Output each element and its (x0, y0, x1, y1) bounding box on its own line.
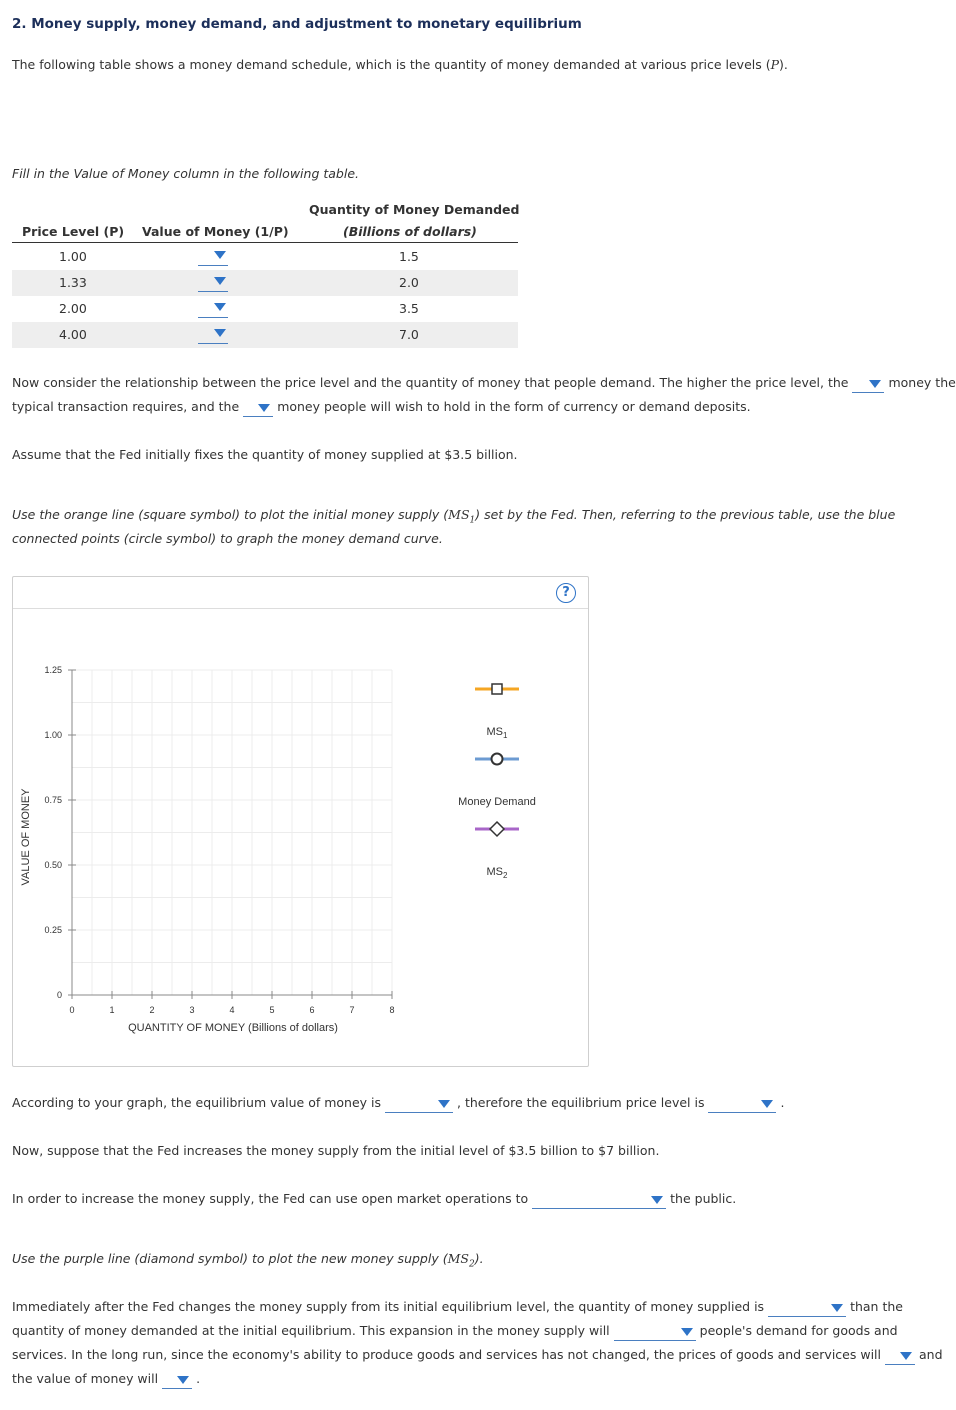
dropdown-arrow-icon (438, 1100, 450, 1108)
price-cell: 2.00 (59, 301, 87, 316)
price-cell: 1.33 (59, 275, 87, 290)
dropdown-arrow-icon (258, 404, 270, 412)
price-cell: 1.00 (59, 249, 87, 264)
final-line-2: quantity of money demanded at the initial equilibrium. This expansion in the money supply will people's demand for goods and (12, 1321, 898, 1341)
dropdown-arrow-icon (869, 380, 881, 388)
relationship-line-2: typical transaction requires, and the money people will wish to hold in the form of currency or demand deposits. (12, 397, 751, 417)
table-row (12, 270, 518, 296)
dropdown-arrow-icon (214, 303, 226, 311)
money-required-dropdown[interactable] (852, 377, 884, 393)
x-axis-label: QUANTITY OF MONEY (Billions of dollars) (128, 1022, 338, 1034)
dropdown-arrow-icon (900, 1352, 912, 1360)
help-icon[interactable]: ? (556, 583, 576, 603)
y-axis-label: VALUE OF MONEY (20, 788, 32, 886)
graph-panel (12, 576, 589, 1067)
equilibrium-value-dropdown[interactable] (385, 1097, 453, 1113)
demand-effect-dropdown[interactable] (614, 1325, 696, 1341)
open-market-dropdown[interactable] (532, 1193, 666, 1209)
relationship-line-1: Now consider the relationship between the price level and the quantity of money that people demand. The higher the price level, the money the (12, 373, 956, 393)
grid (72, 670, 392, 995)
assume-text: Assume that the Fed initially fixes the quantity of money supplied at $3.5 billion. (12, 447, 518, 462)
y-tick-label: 0.75 (44, 795, 62, 805)
quantity-supplied-dropdown[interactable] (768, 1301, 846, 1317)
col-header-price-level: Price Level (P) (22, 224, 125, 239)
x-tick-label: 7 (349, 1005, 355, 1015)
plot-instruction-line-1: Use the orange line (square symbol) to plot the initial money supply $(MS_1)$ set by the Fed. Then, referring to the previous table, use the blue (12, 507, 896, 526)
legend-item-ms2[interactable] (475, 822, 519, 880)
quantity-cell: 2.0 (399, 275, 419, 290)
quantity-cell: 1.5 (399, 249, 419, 264)
prices-change-dropdown[interactable] (885, 1349, 915, 1365)
legend-label: $MS_2$ (486, 866, 508, 880)
x-tick-label: 3 (189, 1005, 195, 1015)
circle-icon (492, 754, 503, 765)
x-tick-label: 4 (229, 1005, 235, 1015)
table-header-rule (12, 242, 518, 243)
y-tick-label: 0.25 (44, 925, 62, 935)
col-header-quantity-unit: (Billions of dollars) (343, 224, 477, 239)
money-market-graph[interactable] (13, 577, 588, 1066)
y-tick-label: 1.25 (44, 665, 62, 675)
y-tick-label: 0 (56, 990, 62, 1000)
legend-label: Money Demand (458, 796, 536, 808)
price-cell: 4.00 (59, 327, 87, 342)
legend-label: $MS_1$ (486, 726, 508, 740)
dropdown-arrow-icon (214, 277, 226, 285)
money-held-dropdown[interactable] (243, 401, 273, 417)
legend-item-ms1[interactable] (475, 684, 519, 740)
value-of-money-dropdown[interactable] (198, 300, 228, 318)
fill-instruction: Fill in the Value of Money column in the following table. (12, 166, 359, 181)
legend[interactable] (458, 684, 536, 880)
x-tick-label: 2 (149, 1005, 155, 1015)
x-tick-label: 6 (309, 1005, 315, 1015)
open-market-line: In order to increase the money supply, the Fed can use open market operations to the public. (12, 1189, 736, 1209)
x-tick-label: 0 (69, 1005, 75, 1015)
final-line-1: Immediately after the Fed changes the money supply from its initial equilibrium level, the quantity of money supplied is than the (12, 1297, 903, 1317)
y-tick-label: 0.50 (44, 860, 62, 870)
increase-text: Now, suppose that the Fed increases the money supply from the initial level of $3.5 billion to $7 billion. (12, 1143, 660, 1158)
final-line-4: the value of money will . (12, 1369, 200, 1389)
dropdown-arrow-icon (214, 251, 226, 259)
value-of-money-dropdown[interactable] (198, 248, 228, 266)
quantity-cell: 7.0 (399, 327, 419, 342)
dropdown-arrow-icon (214, 329, 226, 337)
y-tick-label: 1.00 (44, 730, 62, 740)
value-of-money-dropdown[interactable] (198, 274, 228, 292)
square-icon (492, 684, 502, 694)
quantity-cell: 3.5 (399, 301, 419, 316)
equilibrium-price-dropdown[interactable] (708, 1097, 776, 1113)
legend-item-money-demand[interactable] (458, 754, 536, 809)
dropdown-arrow-icon (651, 1196, 663, 1204)
dropdown-arrow-icon (681, 1328, 693, 1336)
x-tick-label: 1 (109, 1005, 115, 1015)
col-header-value-of-money: Value of Money (1/P) (142, 224, 289, 239)
x-tick-label: 8 (389, 1005, 395, 1015)
value-of-money-dropdown[interactable] (198, 326, 228, 344)
value-of-money-change-dropdown[interactable] (162, 1373, 192, 1389)
table-row (12, 244, 518, 270)
dropdown-arrow-icon (831, 1304, 843, 1312)
intro-text: The following table shows a money demand schedule, which is the quantity of money demanded at various price levels (P). (12, 57, 788, 72)
diamond-icon (490, 822, 504, 836)
table-row (12, 296, 518, 322)
dropdown-arrow-icon (177, 1376, 189, 1384)
dropdown-arrow-icon (761, 1100, 773, 1108)
final-line-3: services. In the long run, since the economy's ability to produce goods and services has not changed, the prices of goods and services will and (12, 1345, 943, 1365)
question-title: 2. Money supply, money demand, and adjustment to monetary equilibrium (12, 16, 582, 32)
table-row (12, 322, 518, 348)
plot-instruction-line-2: connected points (circle symbol) to graph the money demand curve. (12, 531, 443, 546)
x-tick-label: 5 (269, 1005, 275, 1015)
col-header-quantity: Quantity of Money Demanded (309, 202, 520, 217)
purple-instruction: Use the purple line (diamond symbol) to plot the new money supply $(MS_2)$. (12, 1251, 484, 1270)
equilibrium-line: According to your graph, the equilibrium value of money is , therefore the equilibrium price level is . (12, 1093, 784, 1113)
